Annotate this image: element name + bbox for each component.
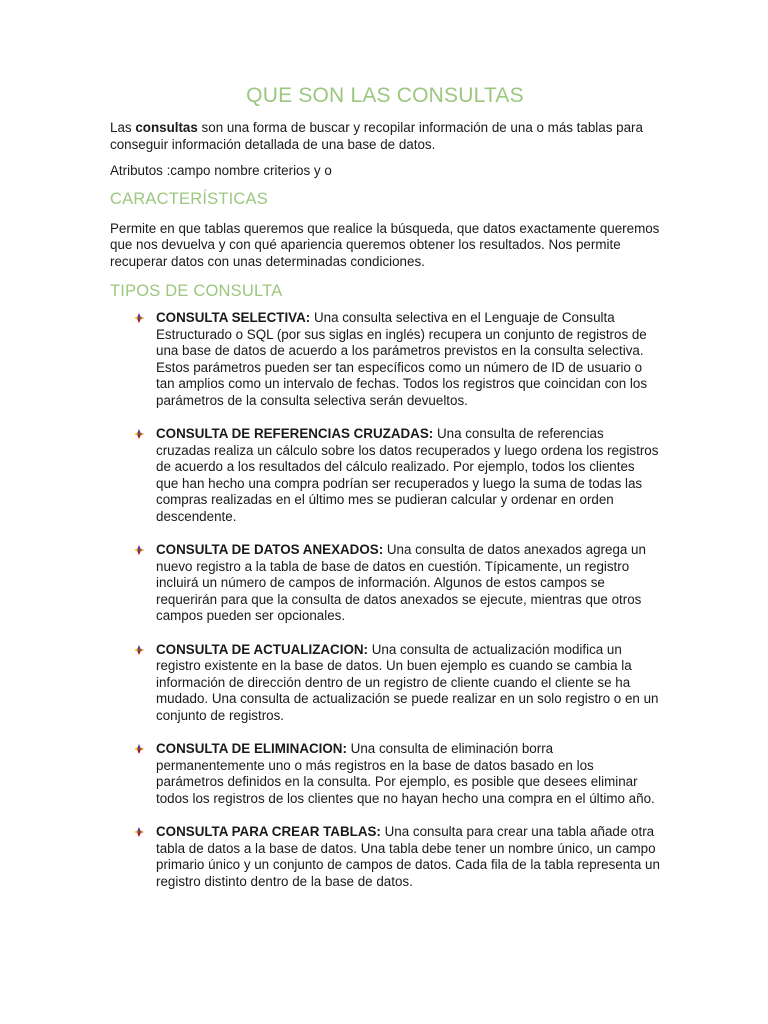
list-item [156, 310, 660, 409]
item-text: Una consulta de datos anexados agrega un nuevo registro a la tabla de base de datos en cuestión. Típicamente, un registro incluirá un número de campos de información. Algunos de estos campos se requerirán para que la consulta de datos anexados se ejecute, mientras que otros campos pueden ser opcionales. [156, 542, 646, 623]
item-text: Una consulta de actualización modifica un registro existente en la base de datos. Un buen ejemplo es cuando se cambia la información de dirección dentro de un registro de cliente cuando el cliente se ha mudado. Una consulta de actualización se puede realizar en un solo registro o en un conjunto de registros. [156, 641, 659, 723]
four-arrow-bullet-icon [134, 827, 144, 837]
document-title: QUE SON LAS CONSULTAS [246, 84, 524, 107]
item-term: CONSULTA DE REFERENCIAS CRUZADAS: [156, 426, 434, 441]
intro-bold-term: consultas [135, 120, 198, 135]
document-page [110, 84, 660, 907]
intro-rest: son una forma de buscar y recopilar información de una o más tablas para conseguir información detallada de una base de datos. [110, 120, 643, 152]
item-term: CONSULTA SELECTIVA: [156, 310, 311, 325]
item-term: CONSULTA DE DATOS ANEXADOS: [156, 542, 384, 557]
types-list [110, 310, 660, 890]
item-term: CONSULTA PARA CREAR TABLAS: [156, 824, 381, 839]
four-arrow-bullet-icon [134, 545, 144, 555]
list-item [156, 426, 660, 525]
list-item [156, 642, 660, 725]
item-term: CONSULTA DE ACTUALIZACION: [156, 641, 368, 657]
item-text: Una consulta de eliminación borra permanentemente uno o más registros en la base de datos basado en los parámetros definidos en la consulta. Por ejemplo, es posible que desees eliminar todos los registros de los clientes que no hayan hecho una compra en el último año. [156, 741, 655, 806]
types-heading: TIPOS DE CONSULTA [110, 282, 283, 300]
item-text: Una consulta de referencias cruzadas realiza un cálculo sobre los datos recuperados y luego ordena los registros de acuerdo a los resultados del cálculo realizado. Por ejemplo, todos los clientes que han hecho una compra podrían ser recuperados y luego la suma de todas las compras realizadas en el último mes se pudieran calcular y ordenar en orden descendente. [156, 426, 659, 524]
four-arrow-bullet-icon [134, 429, 144, 439]
list-item [156, 741, 660, 807]
characteristics-heading: CARACTERÍSTICAS [110, 189, 268, 208]
item-term: CONSULTA DE ELIMINACION: [156, 741, 347, 756]
four-arrow-bullet-icon [134, 645, 144, 655]
item-text: Una consulta selectiva en el Lenguaje de Consulta Estructurado o SQL (por sus siglas en inglés) recupera un conjunto de registros de una base de datos de acuerdo a los parámetros previstos en la consulta selectiva. Estos parámetros pueden ser tan específicos como un número de ID de usuario o tan amplios como un intervalo de fechas. Todos los registros que coincidan con los parámetros de la consulta selectiva serán devueltos. [156, 310, 648, 408]
attributes-line: Atributos :campo nombre criterios y o [110, 163, 332, 178]
four-arrow-bullet-icon [134, 313, 144, 323]
item-text: Una consulta para crear una tabla añade otra tabla de datos a la base de datos. Una tabla debe tener un nombre único, un campo primario único y un conjunto de campos de datos. Cada fila de la tabla representa un registro distinto dentro de la base de datos. [156, 824, 660, 889]
four-arrow-bullet-icon [134, 744, 144, 754]
list-item [156, 542, 660, 625]
intro-paragraph [110, 120, 660, 153]
characteristics-paragraph: Permite en que tablas queremos que realice la búsqueda, que datos exactamente queremos que nos devuelva y con qué apariencia queremos obtener los resultados. Nos permite recuperar datos con unas determinadas condiciones. [110, 220, 660, 269]
intro-lead: Las [110, 120, 136, 135]
list-item [156, 824, 660, 890]
